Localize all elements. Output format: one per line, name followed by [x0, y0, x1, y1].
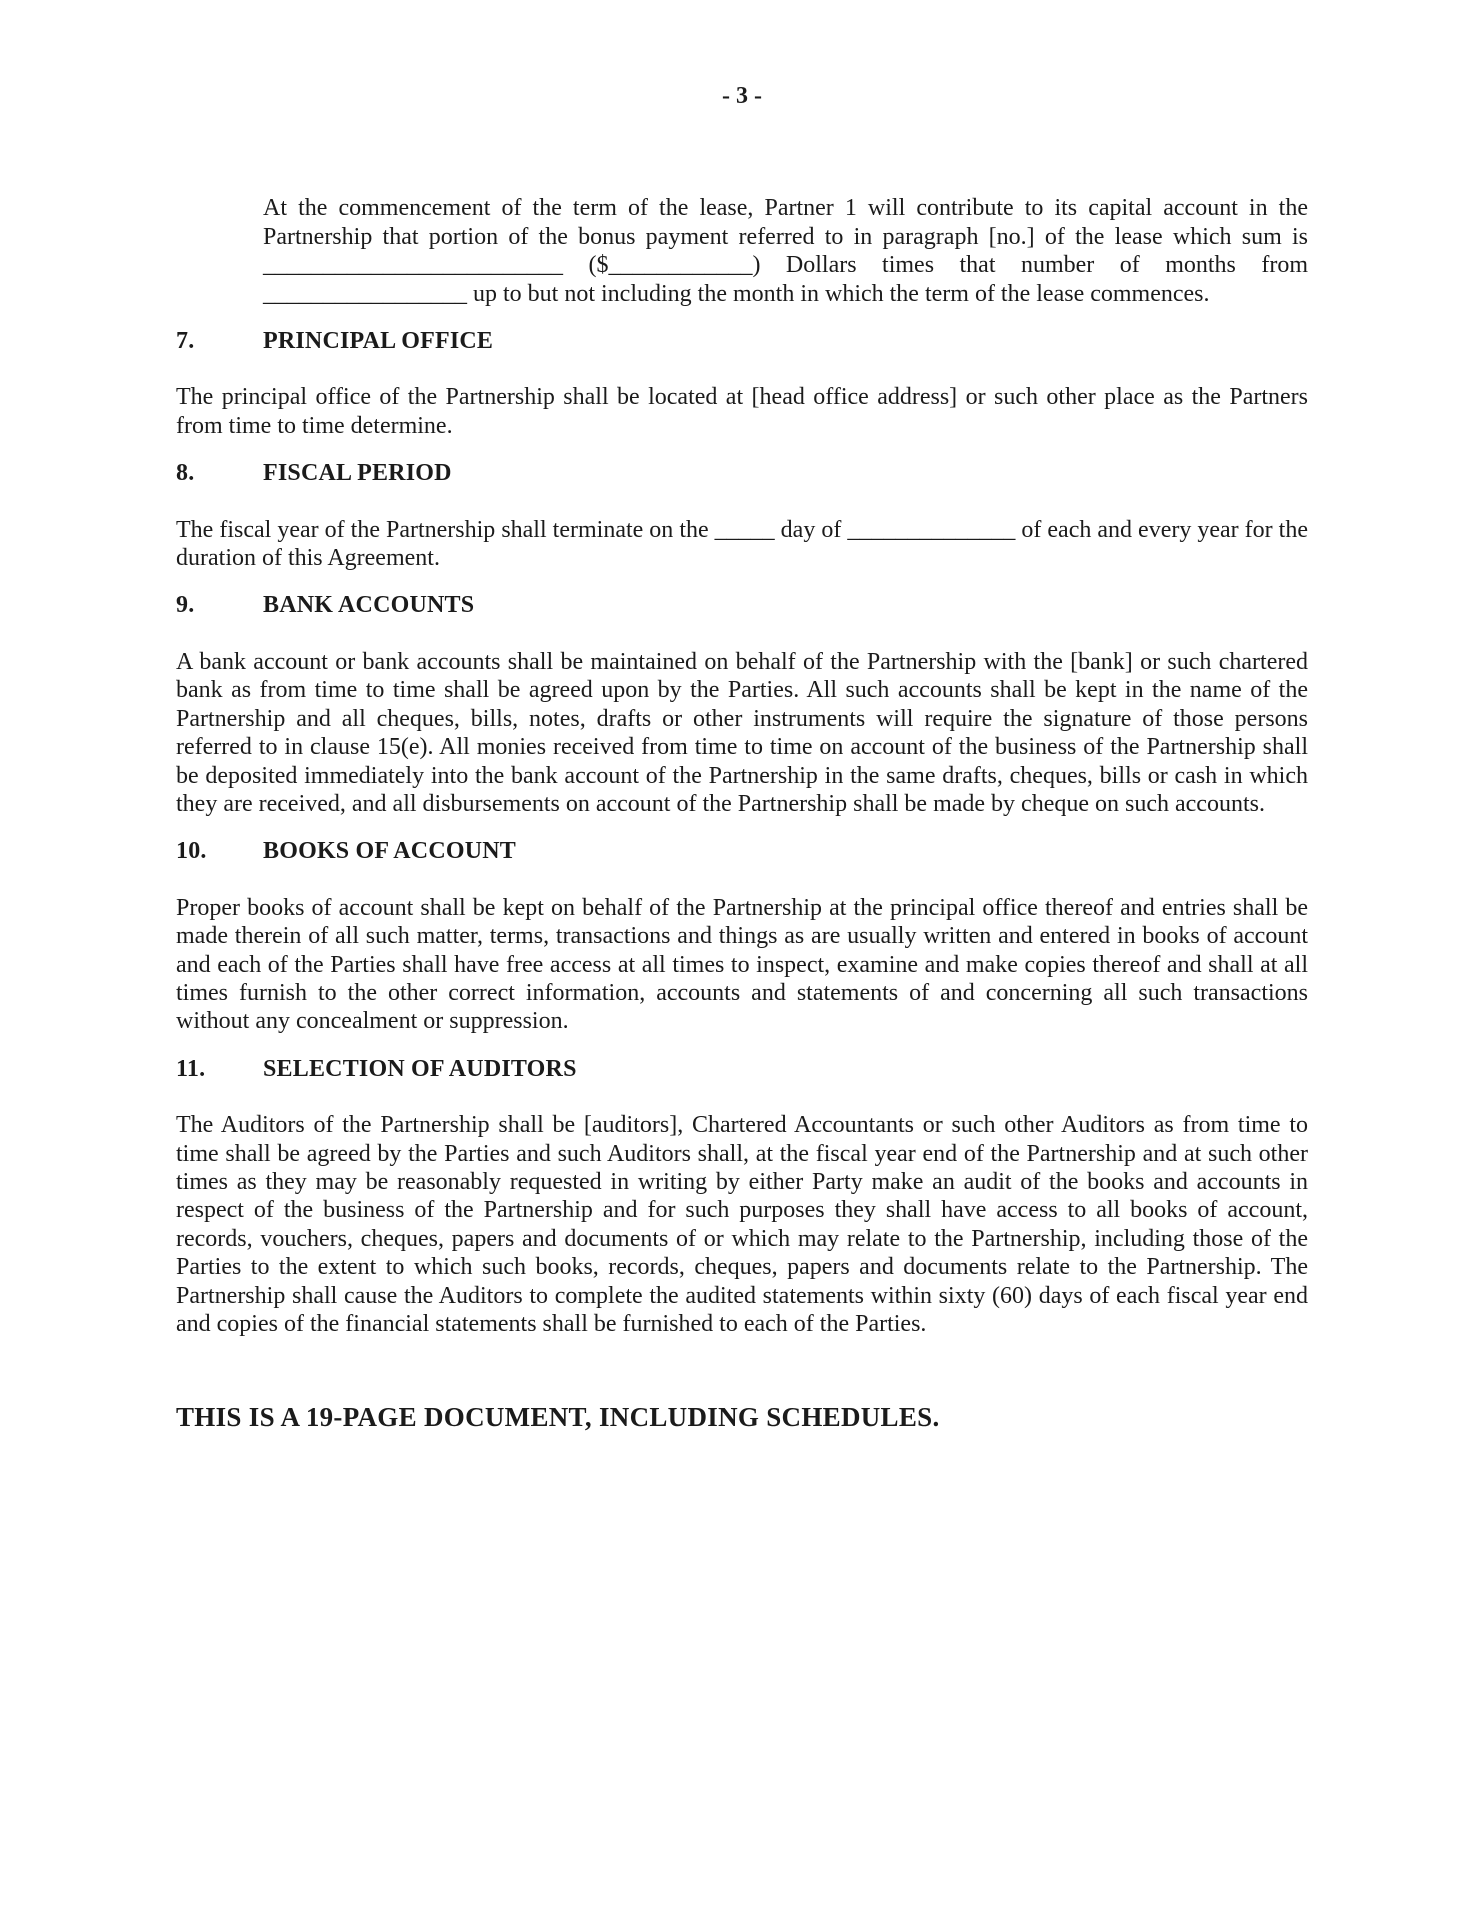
section-heading: [176, 837, 1308, 865]
section-number: 10.: [176, 838, 207, 865]
section-heading: [176, 1055, 1308, 1083]
section-body: The fiscal year of the Partnership shall terminate on the _____ day of ______________ of each and every year for the duration of this Agreement.: [176, 516, 1308, 572]
section-books-of-account: [176, 837, 1308, 1035]
section-title: PRINCIPAL OFFICE: [263, 328, 494, 355]
intro-paragraph: At the commencement of the term of the lease, Partner 1 will contribute to its capital account in the Partnership that portion of the bonus payment referred to in paragraph [no.] of the lease which sum is _________________________ ($____________) Dollars times that number of months from _________________ up to but not including the month in which the term of the lease commences.: [263, 195, 1308, 307]
section-number: 8.: [176, 460, 195, 487]
page-number: - 3 -: [722, 83, 762, 109]
section-title: FISCAL PERIOD: [263, 460, 452, 487]
section-title: SELECTION OF AUDITORS: [263, 1055, 577, 1082]
section-fiscal-period: [176, 459, 1308, 572]
section-body: The Auditors of the Partnership shall be [auditors], Chartered Accountants or such other Auditors as from time to time shall be agreed by the Parties and such Auditors shall, at the fiscal year end of the Partnership and at such other times as they may be reasonably requested in writing by either Party make an audit of the books and accounts in respect of the business of the Partnership and for such purposes they shall have access to all books of account, records, vouchers, cheques, papers and documents of or which may relate to the Partnership, including those of the Parties to the extent to which such books, records, cheques, papers and documents relate to the Partnership. The Partnership shall cause the Auditors to complete the audited statements within sixty (60) days of each fiscal year end and copies of the financial statements shall be furnished to each of the Parties.: [176, 1112, 1308, 1337]
section-selection-of-auditors: [176, 1055, 1308, 1339]
section-heading: [176, 459, 1308, 487]
section-title: BANK ACCOUNTS: [263, 592, 475, 619]
section-heading: [176, 327, 1308, 355]
section-principal-office: [176, 327, 1308, 440]
section-number: 9.: [176, 592, 195, 619]
section-heading: [176, 591, 1308, 619]
section-number: 7.: [176, 328, 195, 355]
section-bank-accounts: [176, 591, 1308, 818]
section-body: Proper books of account shall be kept on behalf of the Partnership at the principal office thereof and entries shall be made therein of all such matter, terms, transactions and things as are usually written and entered in books of account and each of the Parties shall have free access at all times to inspect, examine and make copies thereof and shall at all times furnish to the other correct information, accounts and statements of and concerning all such transactions without any concealment or suppression.: [176, 894, 1308, 1035]
section-title: BOOKS OF ACCOUNT: [263, 838, 517, 865]
page-count-notice: THIS IS A 19-PAGE DOCUMENT, INCLUDING SCHEDULES.: [176, 1402, 940, 1433]
section-number: 11.: [176, 1055, 206, 1082]
section-body: The principal office of the Partnership shall be located at [head office address] or such other place as the Partners from time to time determine.: [176, 384, 1308, 439]
section-body: A bank account or bank accounts shall be maintained on behalf of the Partnership with the [bank] or such chartered bank as from time to time shall be agreed upon by the Parties. All such accounts shall be kept in the name of the Partnership and all cheques, bills, notes, drafts or other instruments will require the signature of those persons referred to in clause 15(e). All monies received from time to time on account of the business of the Partnership shall be deposited immediately into the bank account of the Partnership in the same drafts, cheques, bills or cash in which they are received, and all disbursements on account of the Partnership shall be made by cheque on such accounts.: [176, 648, 1308, 817]
